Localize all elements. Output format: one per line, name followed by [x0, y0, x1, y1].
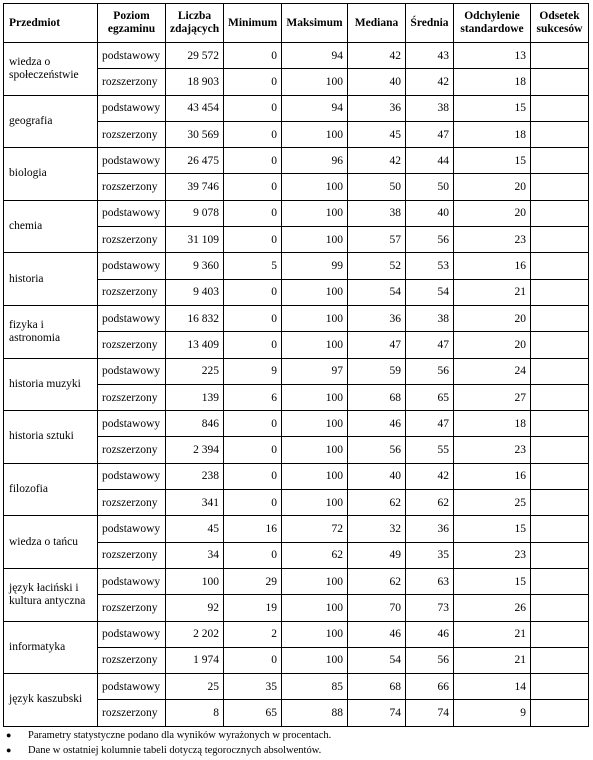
mean-cell: 38 — [406, 305, 454, 331]
mean-cell: 56 — [406, 227, 454, 253]
count-cell: 29 572 — [166, 43, 224, 69]
subject-cell: wiedza o społeczeństwie — [4, 43, 98, 96]
success-rate-cell — [531, 490, 589, 516]
subject-cell: historia sztuki — [4, 411, 98, 464]
success-rate-cell — [531, 647, 589, 673]
success-rate-cell — [531, 674, 589, 700]
success-rate-cell — [531, 516, 589, 542]
minimum-cell: 0 — [224, 227, 282, 253]
subject-cell: geografia — [4, 95, 98, 148]
mean-cell: 50 — [406, 174, 454, 200]
header-maximum: Maksimum — [282, 4, 348, 43]
maximum-cell: 100 — [282, 568, 348, 594]
count-cell: 100 — [166, 568, 224, 594]
footnote-item — [6, 728, 331, 743]
success-rate-cell — [531, 463, 589, 489]
mean-cell: 38 — [406, 95, 454, 121]
level-cell: podstawowy — [98, 674, 166, 700]
median-cell: 59 — [348, 358, 406, 384]
maximum-cell: 96 — [282, 148, 348, 174]
maximum-cell: 72 — [282, 516, 348, 542]
level-cell: rozszerzony — [98, 595, 166, 621]
exam-results-table — [3, 3, 589, 727]
minimum-cell: 0 — [224, 305, 282, 331]
level-cell: rozszerzony — [98, 700, 166, 726]
std-dev-cell: 16 — [454, 253, 531, 279]
mean-cell: 42 — [406, 463, 454, 489]
minimum-cell: 0 — [224, 279, 282, 305]
mean-cell: 56 — [406, 647, 454, 673]
minimum-cell: 0 — [224, 200, 282, 226]
level-cell: rozszerzony — [98, 69, 166, 95]
table-row — [4, 200, 589, 226]
median-cell: 54 — [348, 279, 406, 305]
count-cell: 8 — [166, 700, 224, 726]
success-rate-cell — [531, 411, 589, 437]
table-row — [4, 674, 589, 700]
std-dev-cell: 20 — [454, 174, 531, 200]
table-row — [4, 568, 589, 594]
minimum-cell: 0 — [224, 463, 282, 489]
minimum-cell: 16 — [224, 516, 282, 542]
maximum-cell: 94 — [282, 43, 348, 69]
std-dev-cell: 18 — [454, 411, 531, 437]
count-cell: 30 569 — [166, 121, 224, 147]
footnote-item — [6, 743, 331, 758]
footnote-text: Dane w ostatniej kolumnie tabeli dotyczą tegorocznych absolwentów. — [28, 745, 322, 756]
median-cell: 46 — [348, 411, 406, 437]
level-cell: podstawowy — [98, 253, 166, 279]
median-cell: 57 — [348, 227, 406, 253]
count-cell: 139 — [166, 384, 224, 410]
count-cell: 2 202 — [166, 621, 224, 647]
table-row — [4, 253, 589, 279]
std-dev-cell: 20 — [454, 200, 531, 226]
std-dev-cell: 21 — [454, 279, 531, 305]
median-cell: 40 — [348, 463, 406, 489]
median-cell: 68 — [348, 384, 406, 410]
std-dev-cell: 23 — [454, 542, 531, 568]
maximum-cell: 97 — [282, 358, 348, 384]
count-cell: 9 078 — [166, 200, 224, 226]
mean-cell: 40 — [406, 200, 454, 226]
minimum-cell: 0 — [224, 490, 282, 516]
subject-cell: fizyka i astronomia — [4, 305, 98, 358]
std-dev-cell: 9 — [454, 700, 531, 726]
mean-cell: 44 — [406, 148, 454, 174]
table-row — [4, 621, 589, 647]
median-cell: 45 — [348, 121, 406, 147]
mean-cell: 66 — [406, 674, 454, 700]
table-row — [4, 148, 589, 174]
table-row — [4, 516, 589, 542]
mean-cell: 43 — [406, 43, 454, 69]
success-rate-cell — [531, 305, 589, 331]
median-cell: 52 — [348, 253, 406, 279]
header-std-dev: Odchylenie standardowe — [454, 4, 531, 43]
mean-cell: 42 — [406, 69, 454, 95]
std-dev-cell: 21 — [454, 647, 531, 673]
mean-cell: 47 — [406, 332, 454, 358]
std-dev-cell: 16 — [454, 463, 531, 489]
count-cell: 9 403 — [166, 279, 224, 305]
header-count: Liczba zdających — [166, 4, 224, 43]
median-cell: 74 — [348, 700, 406, 726]
mean-cell: 47 — [406, 411, 454, 437]
success-rate-cell — [531, 200, 589, 226]
success-rate-cell — [531, 437, 589, 463]
table-body — [4, 43, 589, 727]
maximum-cell: 100 — [282, 411, 348, 437]
minimum-cell: 0 — [224, 437, 282, 463]
maximum-cell: 100 — [282, 647, 348, 673]
bullet-icon: ● — [6, 745, 12, 755]
mean-cell: 35 — [406, 542, 454, 568]
success-rate-cell — [531, 121, 589, 147]
mean-cell: 36 — [406, 516, 454, 542]
mean-cell: 55 — [406, 437, 454, 463]
minimum-cell: 29 — [224, 568, 282, 594]
count-cell: 34 — [166, 542, 224, 568]
table-row — [4, 305, 589, 331]
maximum-cell: 100 — [282, 305, 348, 331]
level-cell: podstawowy — [98, 95, 166, 121]
mean-cell: 65 — [406, 384, 454, 410]
minimum-cell: 0 — [224, 542, 282, 568]
subject-cell: język kaszubski — [4, 674, 98, 727]
level-cell: rozszerzony — [98, 121, 166, 147]
std-dev-cell: 27 — [454, 384, 531, 410]
median-cell: 62 — [348, 568, 406, 594]
maximum-cell: 100 — [282, 437, 348, 463]
median-cell: 70 — [348, 595, 406, 621]
minimum-cell: 65 — [224, 700, 282, 726]
median-cell: 47 — [348, 332, 406, 358]
success-rate-cell — [531, 332, 589, 358]
success-rate-cell — [531, 148, 589, 174]
mean-cell: 63 — [406, 568, 454, 594]
table-row — [4, 358, 589, 384]
count-cell: 92 — [166, 595, 224, 621]
level-cell: rozszerzony — [98, 542, 166, 568]
mean-cell: 73 — [406, 595, 454, 621]
header-subject: Przedmiot — [4, 4, 98, 43]
success-rate-cell — [531, 227, 589, 253]
maximum-cell: 99 — [282, 253, 348, 279]
success-rate-cell — [531, 43, 589, 69]
median-cell: 54 — [348, 647, 406, 673]
std-dev-cell: 20 — [454, 305, 531, 331]
level-cell: rozszerzony — [98, 490, 166, 516]
level-cell: podstawowy — [98, 200, 166, 226]
header-level: Poziom egzaminu — [98, 4, 166, 43]
count-cell: 43 454 — [166, 95, 224, 121]
std-dev-cell: 20 — [454, 332, 531, 358]
level-cell: rozszerzony — [98, 332, 166, 358]
success-rate-cell — [531, 174, 589, 200]
level-cell: podstawowy — [98, 148, 166, 174]
level-cell: rozszerzony — [98, 647, 166, 673]
count-cell: 26 475 — [166, 148, 224, 174]
level-cell: rozszerzony — [98, 437, 166, 463]
median-cell: 62 — [348, 490, 406, 516]
median-cell: 36 — [348, 95, 406, 121]
std-dev-cell: 23 — [454, 227, 531, 253]
results-table-container — [3, 3, 588, 727]
success-rate-cell — [531, 542, 589, 568]
median-cell: 38 — [348, 200, 406, 226]
std-dev-cell: 15 — [454, 568, 531, 594]
maximum-cell: 100 — [282, 69, 348, 95]
level-cell: podstawowy — [98, 568, 166, 594]
maximum-cell: 100 — [282, 174, 348, 200]
minimum-cell: 0 — [224, 148, 282, 174]
success-rate-cell — [531, 253, 589, 279]
std-dev-cell: 26 — [454, 595, 531, 621]
minimum-cell: 0 — [224, 411, 282, 437]
count-cell: 25 — [166, 674, 224, 700]
level-cell: podstawowy — [98, 411, 166, 437]
maximum-cell: 88 — [282, 700, 348, 726]
median-cell: 40 — [348, 69, 406, 95]
minimum-cell: 0 — [224, 69, 282, 95]
success-rate-cell — [531, 69, 589, 95]
success-rate-cell — [531, 384, 589, 410]
bullet-icon: ● — [6, 730, 12, 740]
count-cell: 31 109 — [166, 227, 224, 253]
minimum-cell: 0 — [224, 95, 282, 121]
median-cell: 68 — [348, 674, 406, 700]
median-cell: 56 — [348, 437, 406, 463]
maximum-cell: 100 — [282, 384, 348, 410]
std-dev-cell: 21 — [454, 621, 531, 647]
count-cell: 45 — [166, 516, 224, 542]
count-cell: 2 394 — [166, 437, 224, 463]
subject-cell: historia — [4, 253, 98, 306]
maximum-cell: 62 — [282, 542, 348, 568]
std-dev-cell: 15 — [454, 516, 531, 542]
minimum-cell: 0 — [224, 43, 282, 69]
table-row — [4, 43, 589, 69]
level-cell: rozszerzony — [98, 174, 166, 200]
maximum-cell: 100 — [282, 490, 348, 516]
std-dev-cell: 24 — [454, 358, 531, 384]
success-rate-cell — [531, 358, 589, 384]
std-dev-cell: 23 — [454, 437, 531, 463]
mean-cell: 53 — [406, 253, 454, 279]
count-cell: 16 832 — [166, 305, 224, 331]
std-dev-cell: 13 — [454, 43, 531, 69]
std-dev-cell: 18 — [454, 69, 531, 95]
std-dev-cell: 18 — [454, 121, 531, 147]
subject-cell: chemia — [4, 200, 98, 253]
maximum-cell: 85 — [282, 674, 348, 700]
minimum-cell: 9 — [224, 358, 282, 384]
success-rate-cell — [531, 568, 589, 594]
minimum-cell: 0 — [224, 174, 282, 200]
median-cell: 50 — [348, 174, 406, 200]
count-cell: 18 903 — [166, 69, 224, 95]
subject-cell: filozofia — [4, 463, 98, 516]
level-cell: rozszerzony — [98, 279, 166, 305]
count-cell: 39 746 — [166, 174, 224, 200]
success-rate-cell — [531, 595, 589, 621]
minimum-cell: 6 — [224, 384, 282, 410]
success-rate-cell — [531, 621, 589, 647]
maximum-cell: 100 — [282, 200, 348, 226]
median-cell: 32 — [348, 516, 406, 542]
count-cell: 846 — [166, 411, 224, 437]
count-cell: 238 — [166, 463, 224, 489]
level-cell: podstawowy — [98, 305, 166, 331]
median-cell: 36 — [348, 305, 406, 331]
level-cell: podstawowy — [98, 621, 166, 647]
mean-cell: 74 — [406, 700, 454, 726]
std-dev-cell: 25 — [454, 490, 531, 516]
maximum-cell: 94 — [282, 95, 348, 121]
level-cell: rozszerzony — [98, 384, 166, 410]
header-row — [4, 4, 589, 43]
minimum-cell: 19 — [224, 595, 282, 621]
maximum-cell: 100 — [282, 121, 348, 147]
mean-cell: 46 — [406, 621, 454, 647]
header-minimum: Minimum — [224, 4, 282, 43]
minimum-cell: 5 — [224, 253, 282, 279]
minimum-cell: 2 — [224, 621, 282, 647]
minimum-cell: 0 — [224, 332, 282, 358]
subject-cell: wiedza o tańcu — [4, 516, 98, 569]
maximum-cell: 100 — [282, 595, 348, 621]
success-rate-cell — [531, 700, 589, 726]
std-dev-cell: 14 — [454, 674, 531, 700]
maximum-cell: 100 — [282, 463, 348, 489]
minimum-cell: 35 — [224, 674, 282, 700]
success-rate-cell — [531, 279, 589, 305]
success-rate-cell — [531, 95, 589, 121]
mean-cell: 62 — [406, 490, 454, 516]
median-cell: 42 — [348, 43, 406, 69]
table-row — [4, 411, 589, 437]
table-row — [4, 463, 589, 489]
count-cell: 225 — [166, 358, 224, 384]
level-cell: podstawowy — [98, 43, 166, 69]
footnote-text: Parametry statystyczne podano dla wyników wyrażonych w procentach. — [28, 730, 332, 741]
mean-cell: 47 — [406, 121, 454, 147]
std-dev-cell: 15 — [454, 148, 531, 174]
subject-cell: biologia — [4, 148, 98, 201]
level-cell: podstawowy — [98, 463, 166, 489]
std-dev-cell: 15 — [454, 95, 531, 121]
maximum-cell: 100 — [282, 227, 348, 253]
minimum-cell: 0 — [224, 121, 282, 147]
mean-cell: 56 — [406, 358, 454, 384]
median-cell: 49 — [348, 542, 406, 568]
header-median: Mediana — [348, 4, 406, 43]
table-row — [4, 95, 589, 121]
count-cell: 341 — [166, 490, 224, 516]
maximum-cell: 100 — [282, 279, 348, 305]
median-cell: 46 — [348, 621, 406, 647]
maximum-cell: 100 — [282, 621, 348, 647]
count-cell: 9 360 — [166, 253, 224, 279]
level-cell: podstawowy — [98, 516, 166, 542]
mean-cell: 54 — [406, 279, 454, 305]
header-success-rate: Odsetek sukcesów — [531, 4, 589, 43]
count-cell: 13 409 — [166, 332, 224, 358]
count-cell: 1 974 — [166, 647, 224, 673]
subject-cell: historia muzyki — [4, 358, 98, 411]
level-cell: rozszerzony — [98, 227, 166, 253]
subject-cell: język łaciński i kultura antyczna — [4, 568, 98, 621]
maximum-cell: 100 — [282, 332, 348, 358]
minimum-cell: 0 — [224, 647, 282, 673]
header-mean: Średnia — [406, 4, 454, 43]
subject-cell: informatyka — [4, 621, 98, 674]
footnotes — [6, 728, 331, 758]
level-cell: podstawowy — [98, 358, 166, 384]
median-cell: 42 — [348, 148, 406, 174]
